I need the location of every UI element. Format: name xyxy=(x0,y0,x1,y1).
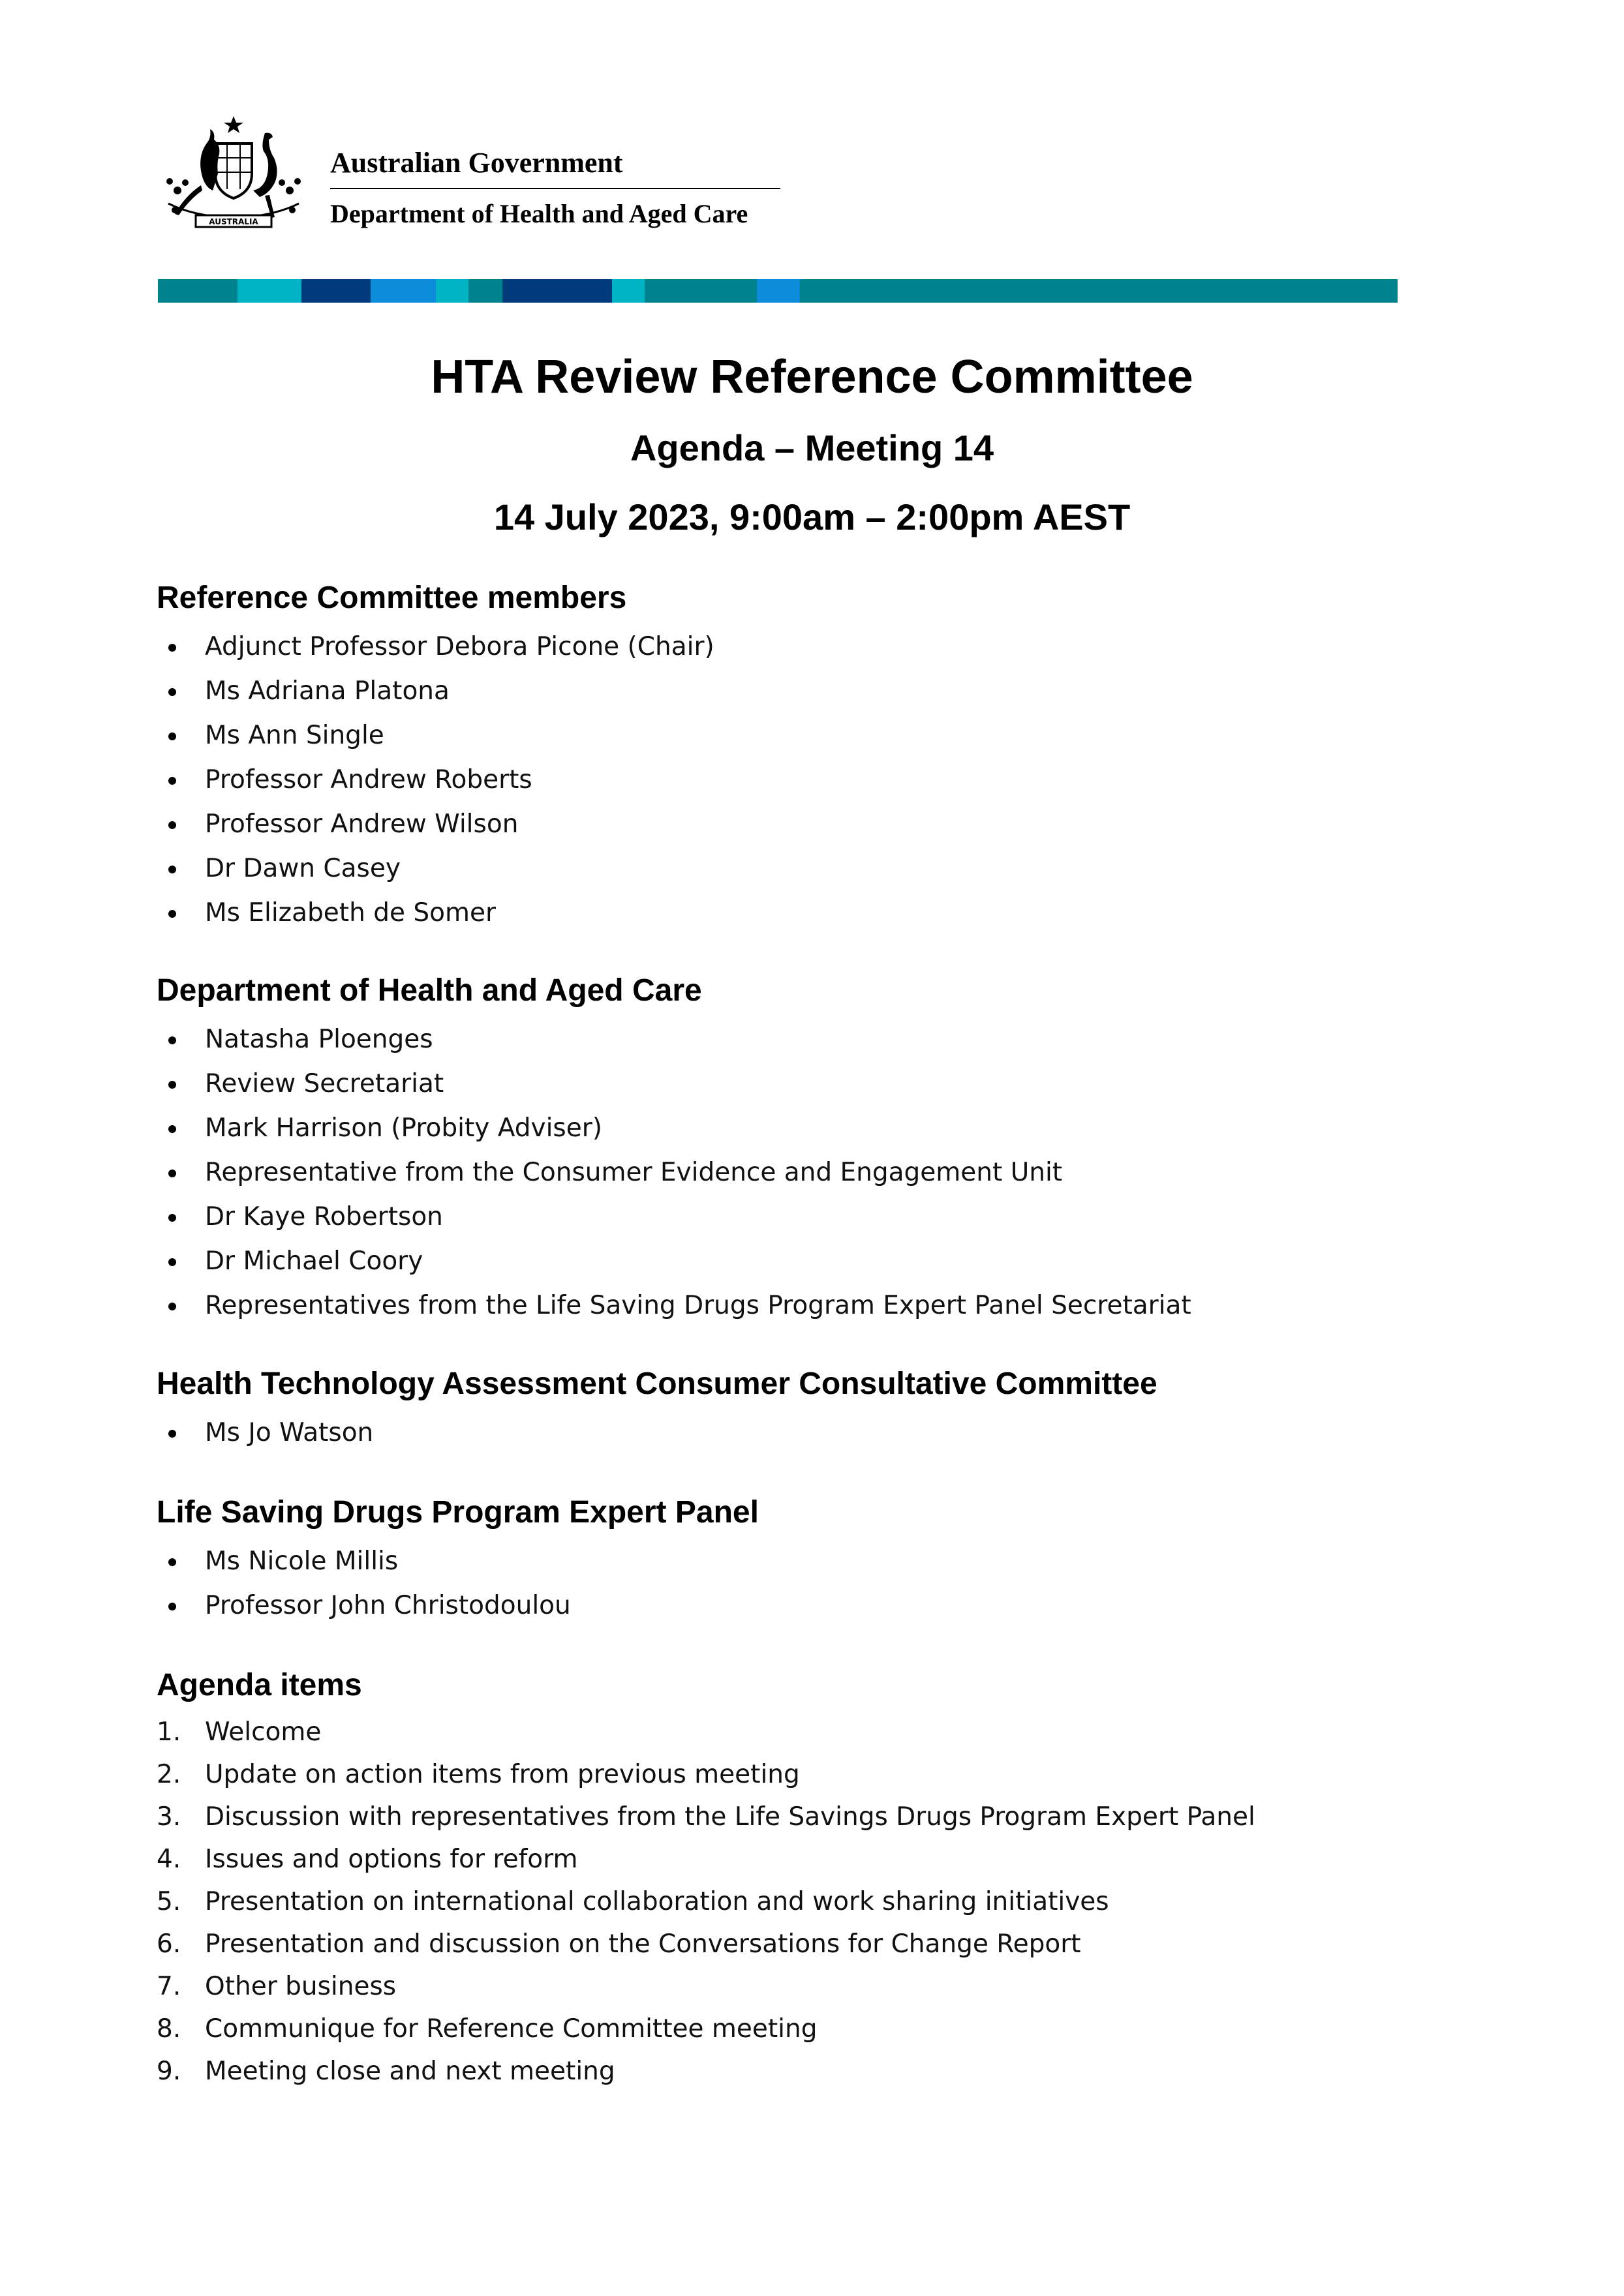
item-number: 2. xyxy=(157,1760,181,1789)
section-heading: Department of Health and Aged Care xyxy=(157,973,702,1008)
list-item: Dr Kaye Robertson xyxy=(157,1195,1527,1239)
members-list xyxy=(157,625,1527,935)
meeting-date: 14 July 2023, 9:00am – 2:00pm AEST xyxy=(493,496,1131,537)
item-number: 6. xyxy=(157,1929,181,1959)
agenda-item xyxy=(157,1881,1527,1923)
section-consumer-committee xyxy=(157,1365,1527,1455)
stripe-segment xyxy=(237,279,301,303)
stripe-segment xyxy=(371,279,436,303)
list-item: Adjunct Professor Debora Picone (Chair) xyxy=(157,625,1527,669)
stripe-segment xyxy=(468,279,502,303)
item-text: Update on action items from previous meeting xyxy=(205,1760,800,1789)
crest-scroll-text: AUSTRALIA xyxy=(209,217,258,226)
department-list xyxy=(157,1018,1527,1328)
list-item: Dr Dawn Casey xyxy=(157,847,1527,891)
section-heading: Agenda items xyxy=(157,1668,362,1702)
agenda-item xyxy=(157,2008,1527,2050)
list-item: Ms Jo Watson xyxy=(157,1411,1527,1455)
item-number: 5. xyxy=(157,1887,181,1916)
list-item: Professor Andrew Roberts xyxy=(157,758,1527,802)
section-agenda-items xyxy=(157,1667,1527,2092)
item-text: Other business xyxy=(205,1972,397,2001)
stripe-segment xyxy=(757,279,800,303)
section-heading: Life Saving Drugs Program Expert Panel xyxy=(157,1495,759,1530)
list-item: Ms Nicole Millis xyxy=(157,1539,1527,1584)
list-item: Natasha Ploenges xyxy=(157,1018,1527,1062)
decorative-color-stripe xyxy=(158,279,1398,303)
list-item: Ms Elizabeth de Somer xyxy=(157,891,1527,935)
document-title: HTA Review Reference Committee xyxy=(431,351,1193,403)
item-number: 9. xyxy=(157,2057,181,2086)
consumer-list xyxy=(157,1411,1527,1455)
section-heading: Reference Committee members xyxy=(157,581,627,615)
department-name: Department of Health and Aged Care xyxy=(330,199,748,228)
item-number: 7. xyxy=(157,1972,181,2001)
agenda-item xyxy=(157,1923,1527,1965)
stripe-segment xyxy=(800,279,1398,303)
item-text: Issues and options for reform xyxy=(205,1845,578,1874)
agenda-item xyxy=(157,1753,1527,1796)
item-text: Meeting close and next meeting xyxy=(205,2057,615,2086)
agenda-subtitle: Agenda – Meeting 14 xyxy=(630,427,994,468)
lsdp-list xyxy=(157,1539,1527,1628)
item-number: 1. xyxy=(157,1717,181,1747)
list-item: Ms Adriana Platona xyxy=(157,669,1527,714)
agenda-list xyxy=(157,1711,1527,2092)
list-item: Representative from the Consumer Evidence and Engagement Unit xyxy=(157,1151,1527,1195)
stripe-segment xyxy=(301,279,371,303)
item-text: Presentation on international collaboration and work sharing initiatives xyxy=(205,1887,1109,1916)
agenda-item xyxy=(157,1838,1527,1881)
government-name: Australian Government xyxy=(330,145,780,189)
list-item: Mark Harrison (Probity Adviser) xyxy=(157,1106,1527,1151)
list-item: Representatives from the Life Saving Drugs Program Expert Panel Secretariat xyxy=(157,1284,1527,1328)
list-item: Ms Ann Single xyxy=(157,714,1527,758)
stripe-segment xyxy=(612,279,645,303)
list-item: Dr Michael Coory xyxy=(157,1239,1527,1284)
section-members xyxy=(157,579,1527,935)
item-text: Welcome xyxy=(205,1717,322,1747)
agenda-item xyxy=(157,1965,1527,2008)
government-wordmark xyxy=(330,145,780,231)
list-item: Professor John Christodoulou xyxy=(157,1584,1527,1628)
item-text: Communique for Reference Committee meeting xyxy=(205,2014,818,2044)
section-lsdp-panel xyxy=(157,1494,1527,1628)
stripe-segment xyxy=(645,279,757,303)
item-text: Presentation and discussion on the Conversations for Change Report xyxy=(205,1929,1081,1959)
item-text: Discussion with representatives from the Life Savings Drugs Program Expert Panel xyxy=(205,1802,1255,1832)
section-department xyxy=(157,972,1527,1328)
agenda-item xyxy=(157,1796,1527,1838)
item-number: 3. xyxy=(157,1802,181,1832)
section-heading: Health Technology Assessment Consumer Consultative Committee xyxy=(157,1367,1157,1401)
header xyxy=(155,112,782,236)
item-number: 4. xyxy=(157,1845,181,1874)
list-item: Professor Andrew Wilson xyxy=(157,802,1527,847)
stripe-segment xyxy=(502,279,612,303)
item-number: 8. xyxy=(157,2014,181,2044)
coat-of-arms-logo xyxy=(155,112,312,236)
stripe-segment xyxy=(436,279,468,303)
list-item: Review Secretariat xyxy=(157,1062,1527,1106)
stripe-segment xyxy=(158,279,237,303)
agenda-item xyxy=(157,2050,1527,2092)
agenda-item xyxy=(157,1711,1527,1753)
